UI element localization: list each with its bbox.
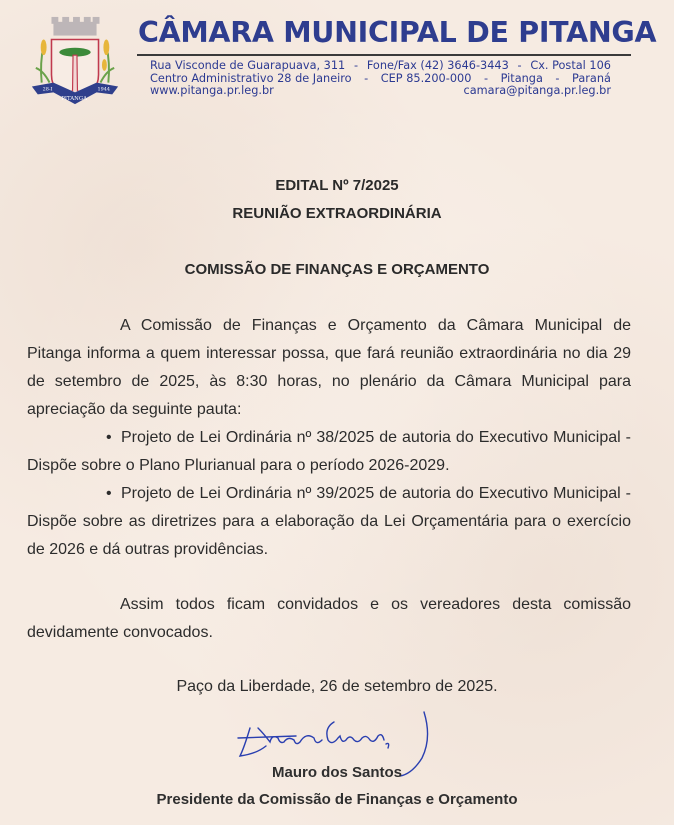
municipal-crest-icon (26, 14, 124, 112)
edital-number: EDITAL Nº 7/2025 (275, 177, 399, 194)
website-link[interactable]: www.pitanga.pr.leg.br (150, 84, 274, 98)
agenda-item: • Projeto de Lei Ordinária nº 38/2025 de autoria do Executivo Municipal - Dispõe sobre o Plano Plurianual para o período 2026-2029. (27, 424, 631, 480)
contact-row-center: Centro Administrativo 28 de Janeiro - CEP 85.200-000 - Pitanga - Paraná (150, 71, 611, 85)
contact-info (150, 60, 611, 98)
signer-name: Mauro dos Santos (271, 764, 402, 781)
svg-text:PITANGA: PITANGA (61, 96, 88, 103)
email-link[interactable]: camara@pitanga.pr.leg.br (463, 84, 611, 98)
bullet-icon: • (106, 485, 112, 502)
closing-paragraph: Assim todos ficam convidados e os vereadores desta comissão devidamente convocados. (27, 596, 631, 641)
meeting-type: REUNIÃO EXTRAORDINÁRIA (232, 205, 442, 222)
contact-row-web (150, 85, 611, 98)
signer-role: Presidente da Comissão de Finanças e Orçamento (156, 791, 518, 808)
place-and-date: Paço da Liberdade, 26 de setembro de 2025. (176, 678, 498, 695)
svg-text:28-I: 28-I (42, 86, 53, 93)
intro-paragraph: A Comissão de Finanças e Orçamento da Câmara Municipal de Pitanga informa a quem interessar possa, que fará reunião extraordinária no dia 29 de setembro de 2025, às 8:30 horas, no plenário da Câmara Municipal para apreciação da seguinte pauta: (27, 317, 631, 418)
agenda-item: • Projeto de Lei Ordinária nº 39/2025 de autoria do Executivo Municipal - Dispõe sobre as diretrizes para a elaboração da Lei Orçamentária para o exercício de 2026 e dá outras providências. (27, 480, 631, 564)
organization-title: CÂMARA MUNICIPAL DE PITANGA (138, 16, 657, 49)
bullet-icon: • (106, 429, 112, 446)
header-divider (137, 54, 631, 56)
svg-text:1944: 1944 (97, 86, 110, 93)
committee-heading: COMISSÃO DE FINANÇAS E ORÇAMENTO (184, 261, 490, 278)
contact-row-address: Rua Visconde de Guarapuava, 311 - Fone/Fax (42) 3646-3443 - Cx. Postal 106 (150, 59, 611, 72)
